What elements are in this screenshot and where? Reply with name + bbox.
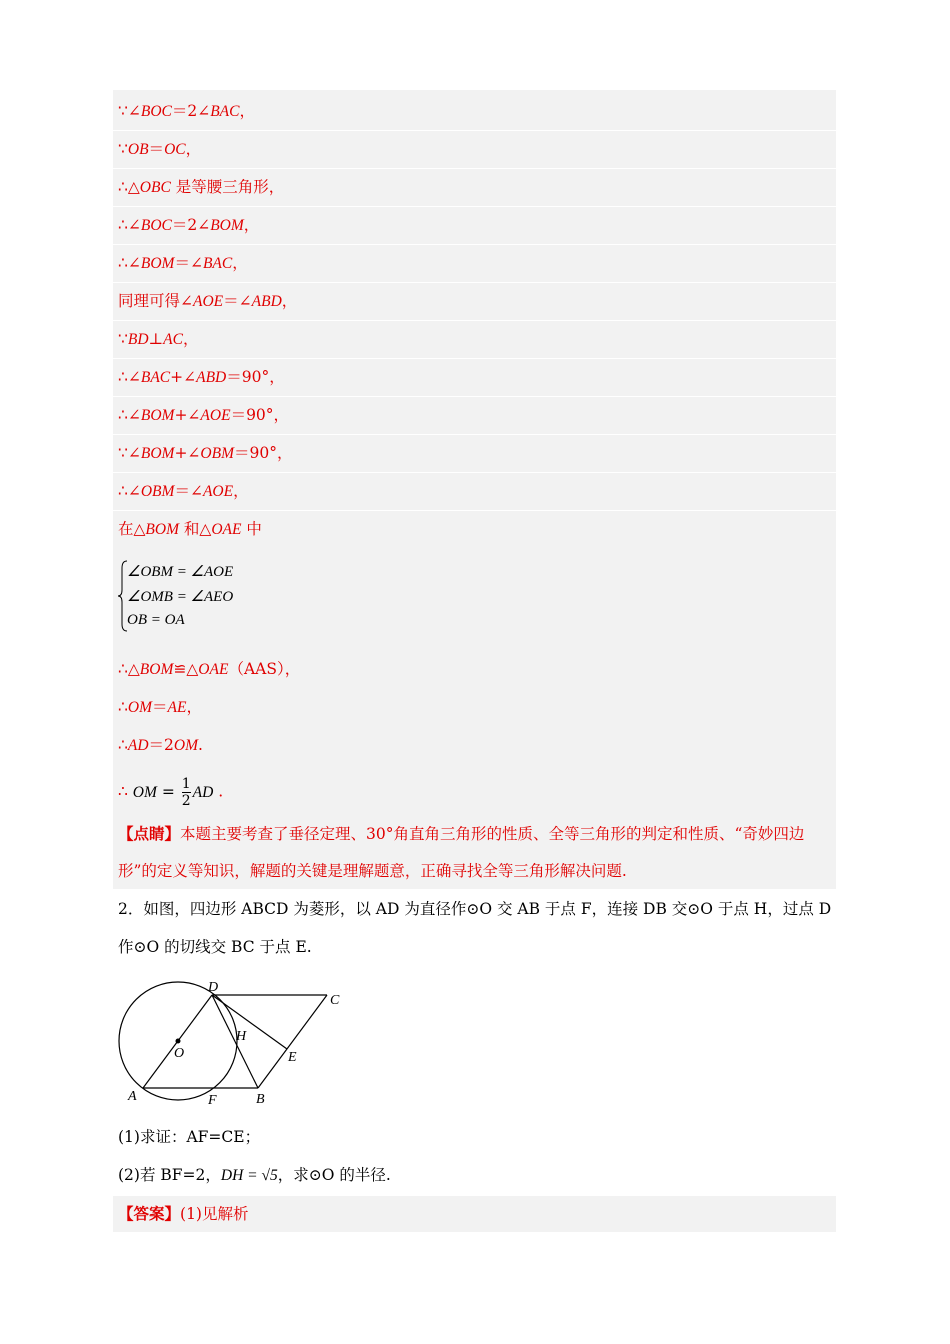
label-f: F [208,1093,217,1108]
row-separator [113,206,836,207]
row-separator [113,510,836,511]
label-b: B [256,1092,265,1107]
row-separator [113,130,836,131]
row-separator [113,472,836,473]
question-line-2: 作⊙O 的切线交 BC 于点 E. [118,938,312,956]
solution-line-l11: ∴∠OBM＝∠AOE， [118,482,249,500]
system-eq-1: ∠OBM = ∠AOE [127,564,234,580]
answer-line: 【答案】(1)见解析 [118,1204,249,1223]
solution-line-l15: ∴AD＝2OM. [118,736,203,754]
fraction: $\frac{1}{2}$ [181,776,191,809]
solution-line-l3: ∴△OBC 是等腰三角形， [118,178,285,196]
question-line-1: 2．如图，四边形 ABCD 为菱形，以 AD 为直径作⊙O 交 AB 于点 F，连接 DB 交⊙O 于点 H，过点 D [118,900,832,918]
label-o: O [174,1046,185,1061]
label-e: E [288,1050,297,1065]
sub-question-1: (1)求证：AF=CE； [118,1128,261,1146]
solution-line-l10: ∵∠BOM+∠OBM＝90°， [118,444,293,462]
fraction-line: ∴ OM = $\frac{1}{2}$ AD . [118,776,224,809]
system-eq-3: OB = OA [127,612,185,628]
label-c: C [330,993,340,1008]
system-eq-2: ∠OMB = ∠AEO [127,589,234,605]
solution-line-l14: ∴OM＝AE， [118,698,202,716]
row-separator [113,396,836,397]
solution-line-l9: ∴∠BOM+∠AOE＝90°， [118,406,290,424]
comment-block: 【点睛】本题主要考查了垂径定理、30°角直角三角形的性质、全等三角形的判定和性质、“奇妙四边形”的定义等知识，解题的关键是理解题意，正确寻找全等三角形解决问题. [118,824,805,880]
center-dot [176,1039,181,1044]
row-separator [113,358,836,359]
sub-question-2: (2)若 BF=2，DH = √5，求⊙O 的半径. [118,1166,391,1184]
row-separator [113,168,836,169]
solution-line-l4: ∴∠BOC＝2∠BOM， [118,216,260,234]
line-bc [258,995,327,1088]
solution-line-l7: ∵BD⊥AC， [118,330,199,348]
solution-line-l12: 在△BOM 和△OAE 中 [118,520,262,538]
line-db [212,995,258,1088]
solution-line-l1: ∵∠BOC＝2∠BAC， [118,102,256,120]
label-d: D [208,980,219,995]
geometry-figure [110,978,360,1108]
label-h: H [236,1029,247,1044]
label-a: A [128,1089,137,1104]
solution-line-l2: ∵OB＝OC， [118,140,202,158]
solution-line-l6: 同理可得∠AOE＝∠ABD， [118,292,298,310]
line-de [212,995,287,1049]
row-separator [113,434,836,435]
row-separator [113,282,836,283]
solution-line-l8: ∴∠BAC+∠ABD＝90°， [118,368,285,386]
solution-line-l5: ∴∠BOM＝∠BAC， [118,254,248,272]
row-separator [113,244,836,245]
row-separator [113,320,836,321]
solution-line-l13: ∴△BOM≌△OAE（AAS）， [118,660,301,678]
